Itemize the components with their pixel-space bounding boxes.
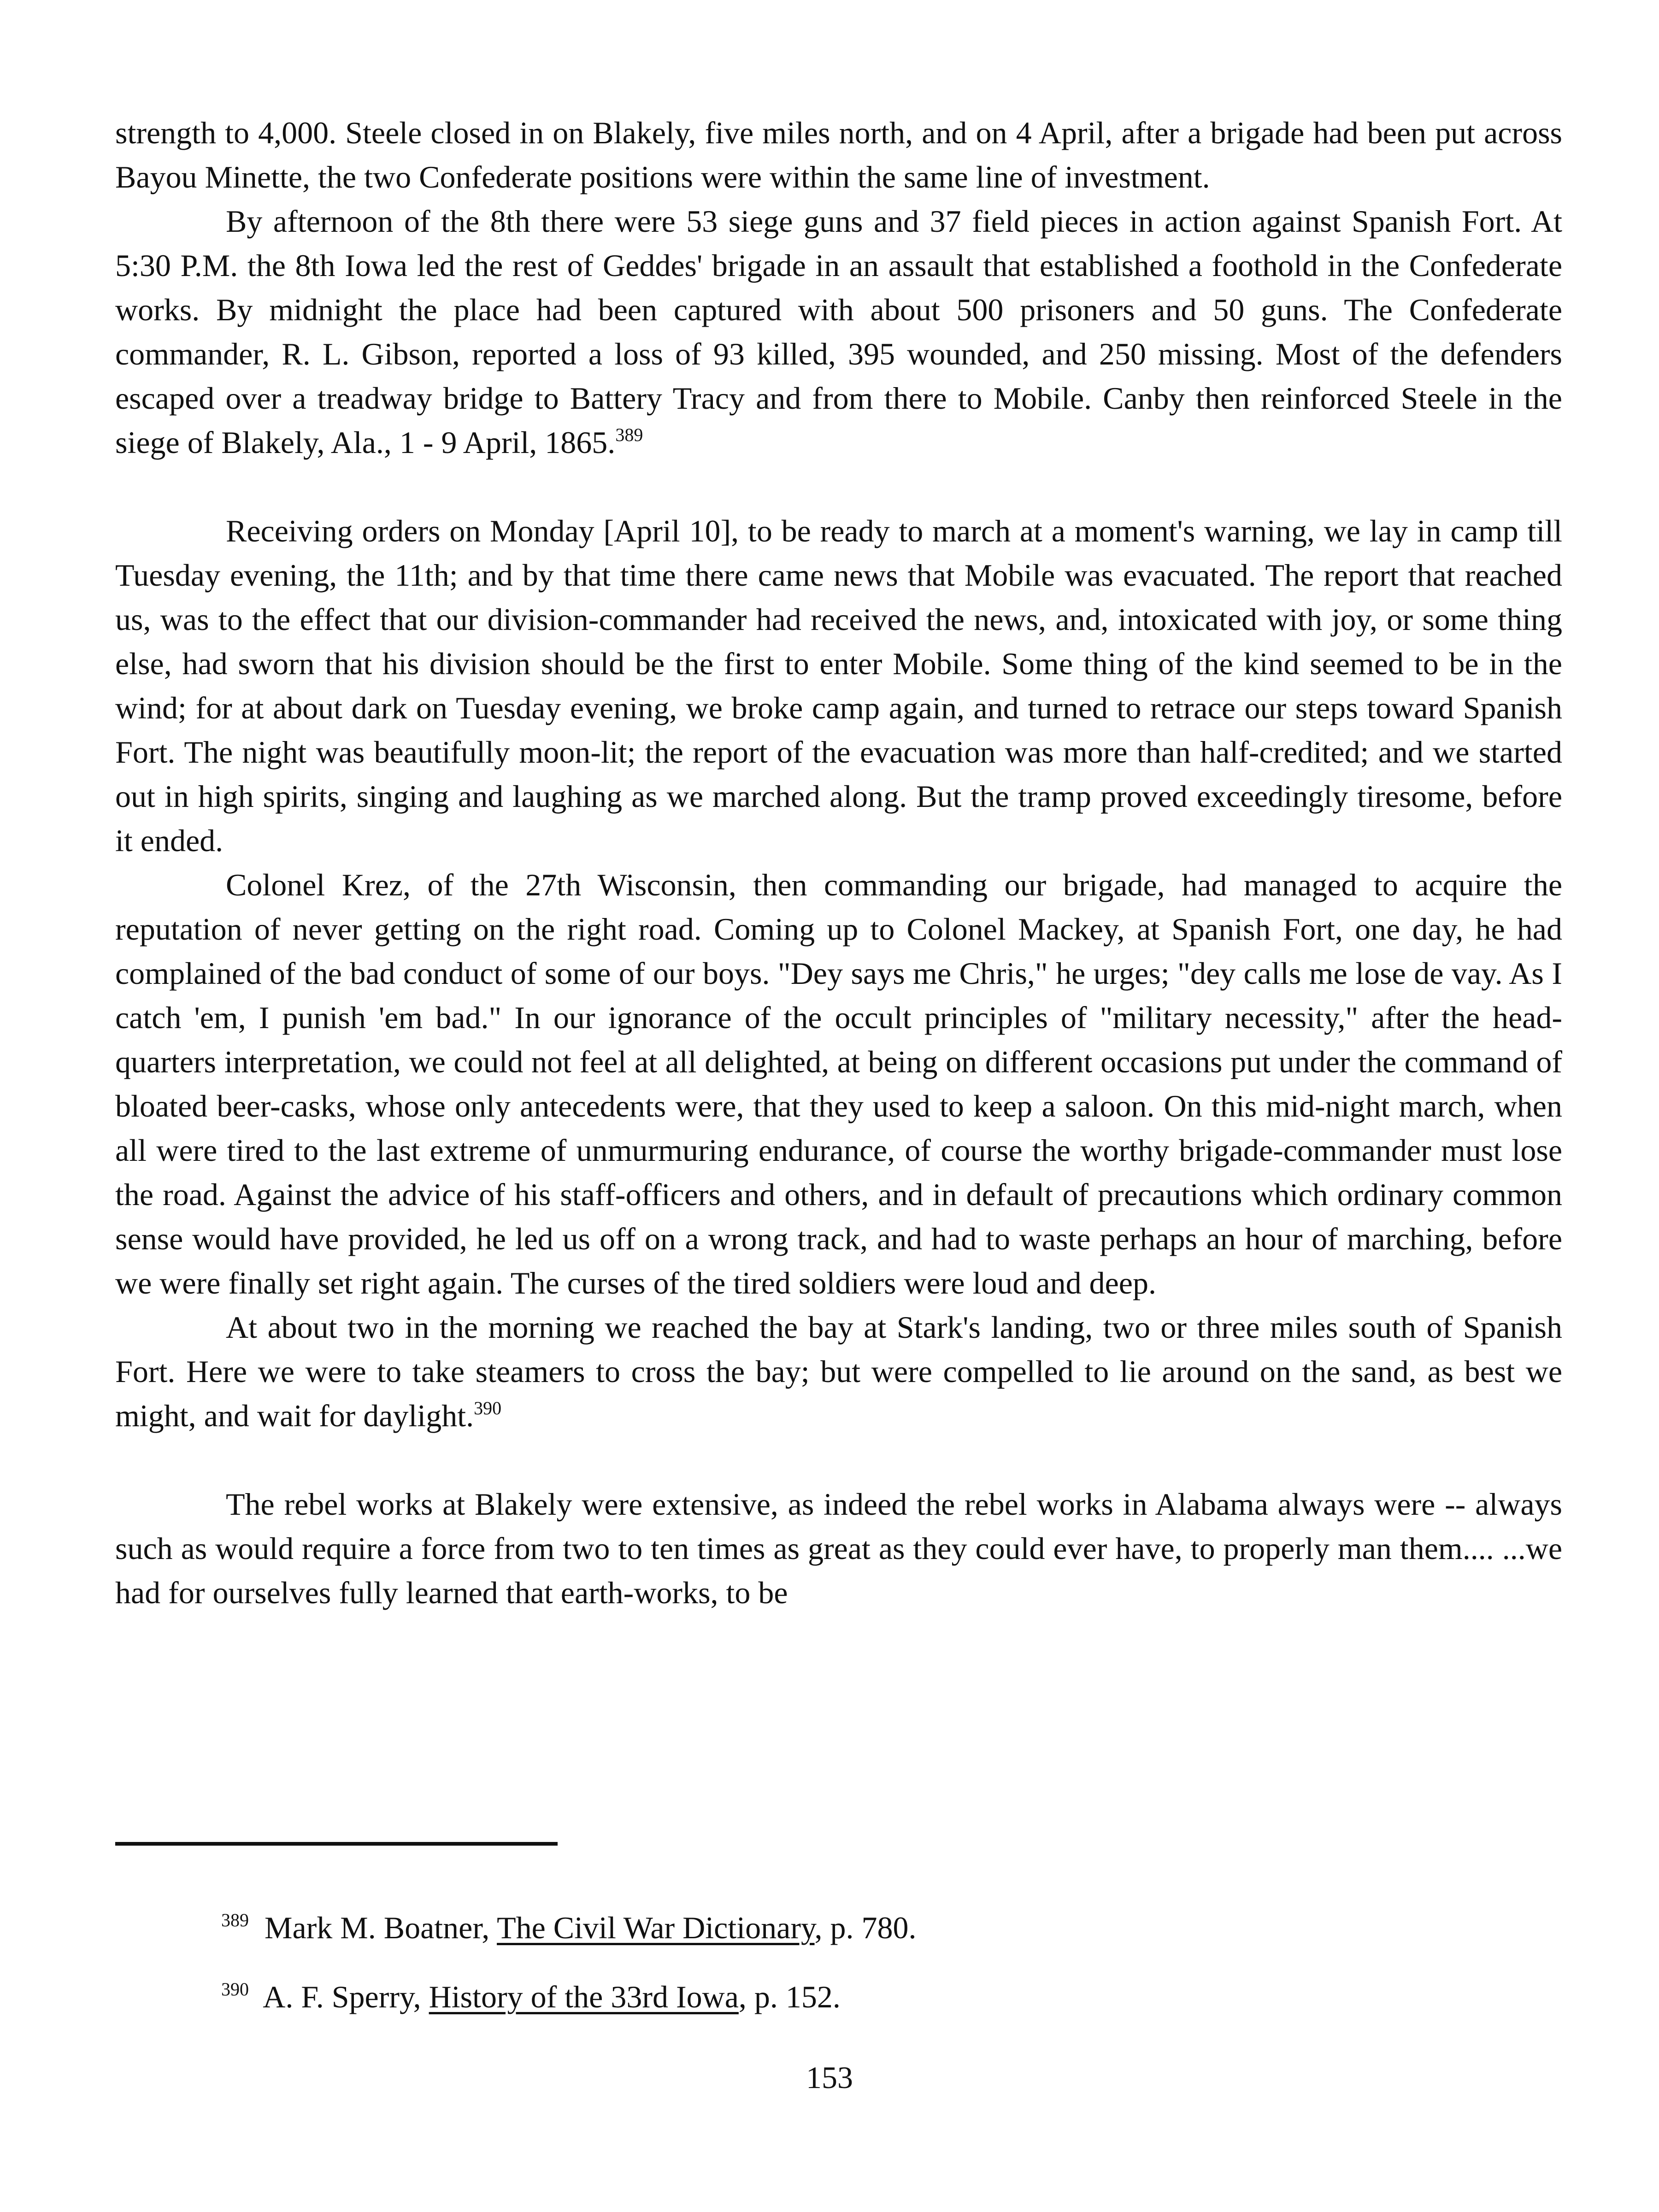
footnote-page: , p. 152. — [738, 1979, 841, 2014]
footnote-divider — [115, 1842, 558, 1846]
paragraph — [115, 111, 1562, 199]
paragraph-text: Receiving orders on Monday [April 10], to be ready to march at a moment's warning, we lay in camp till Tuesday evening, the 11th; and by that time there came news that Mobile was evacuated. The report that reached us, was to the effect that our division-commander had received the news, and, intoxicated with joy, or some thing else, had sworn that his division should be the first to enter Mobile. Some thing of the kind seemed to be in the wind; for at about dark on Tuesday evening, we broke camp again, and turned to retrace our steps toward Spanish Fort. The night was beautifully moon-lit; the report of the evacuation was more than half-credited; and we started out in high spirits, singing and laughing as we marched along. But the tramp proved exceedingly tiresome, before it ended. — [115, 513, 1562, 858]
footnote-number: 389 — [221, 1910, 249, 1930]
paragraph-text: The rebel works at Blakely were extensive, as indeed the rebel works in Alabama always were -- always such as would require a force from two to ten times as great as they could ever have, to properly man them.... ...we had for ourselves fully learned that earth-works, to be — [115, 1487, 1562, 1610]
page-number: 153 — [806, 2060, 853, 2095]
footnote-author: A. F. Sperry, — [263, 1979, 421, 2014]
paragraph — [115, 199, 1562, 465]
paragraph — [115, 863, 1562, 1305]
paragraph — [115, 1305, 1562, 1438]
footnote-title: History of the 33rd Iowa — [429, 1979, 739, 2014]
footnote-author: Mark M. Boatner, — [265, 1910, 490, 1945]
footnote-ref-389: 389 — [615, 424, 643, 445]
paragraph-text: By afternoon of the 8th there were 53 siege guns and 37 field pieces in action against Spanish Fort. At 5:30 P.M. the 8th Iowa led the rest of Geddes' brigade in an assault that established a foothold in the Confederate works. By midnight the place had been captured with about 500 prisoners and 50 guns. The Confederate commander, R. L. Gibson, reported a loss of 93 killed, 395 wounded, and 250 missing. Most of the defenders escaped over a treadway bridge to Battery Tracy and from there to Mobile. Canby then reinforced Steele in the siege of Blakely, Ala., 1 - 9 April, 1865. — [115, 204, 1562, 460]
paragraph-text: Colonel Krez, of the 27th Wisconsin, then commanding our brigade, had managed to acquire the reputation of never getting on the right road. Coming up to Colonel Mackey, at Spanish Fort, one day, he had complained of the bad conduct of some of our boys. "Dey says me Chris," he urges; "dey calls me lose de vay. As I catch 'em, I punish 'em bad." In our ignorance of the occult principles of "military necessity," after the head-quarters interpretation, we could not feel at all delighted, at being on different occasions put under the command of bloated beer-casks, whose only antecedents were, that they used to keep a saloon. On this mid-night march, when all were tired to the last extreme of unmurmuring endurance, of course the worthy brigade-commander must lose the road. Against the advice of his staff-officers and others, and in default of precautions which ordinary common sense would have provided, he led us off on a wrong track, and had to waste perhaps an hour of marching, before we were finally set right again. The curses of the tired soldiers were loud and deep. — [115, 867, 1562, 1300]
footnote-page: , p. 780. — [814, 1910, 917, 1945]
footnote-ref-390: 390 — [474, 1398, 502, 1418]
paragraph-text: strength to 4,000. Steele closed in on Blakely, five miles north, and on 4 April, after a brigade had been put across Bayou Minette, the two Confederate positions were within the same line of investment. — [115, 115, 1562, 194]
paragraph — [115, 1482, 1562, 1615]
footnote-389 — [221, 1906, 1558, 1950]
footnote-title: The Civil War Dictionary — [497, 1910, 815, 1945]
body-text — [115, 111, 1562, 1615]
footnote-number: 390 — [221, 1979, 249, 2000]
footnote-390 — [221, 1975, 1558, 2019]
paragraph-text: At about two in the morning we reached the bay at Stark's landing, two or three miles south of Spanish Fort. Here we were to take steamers to cross the bay; but were compelled to lie around on the sand, as best we might, and wait for daylight. — [115, 1310, 1562, 1433]
paragraph — [115, 509, 1562, 863]
